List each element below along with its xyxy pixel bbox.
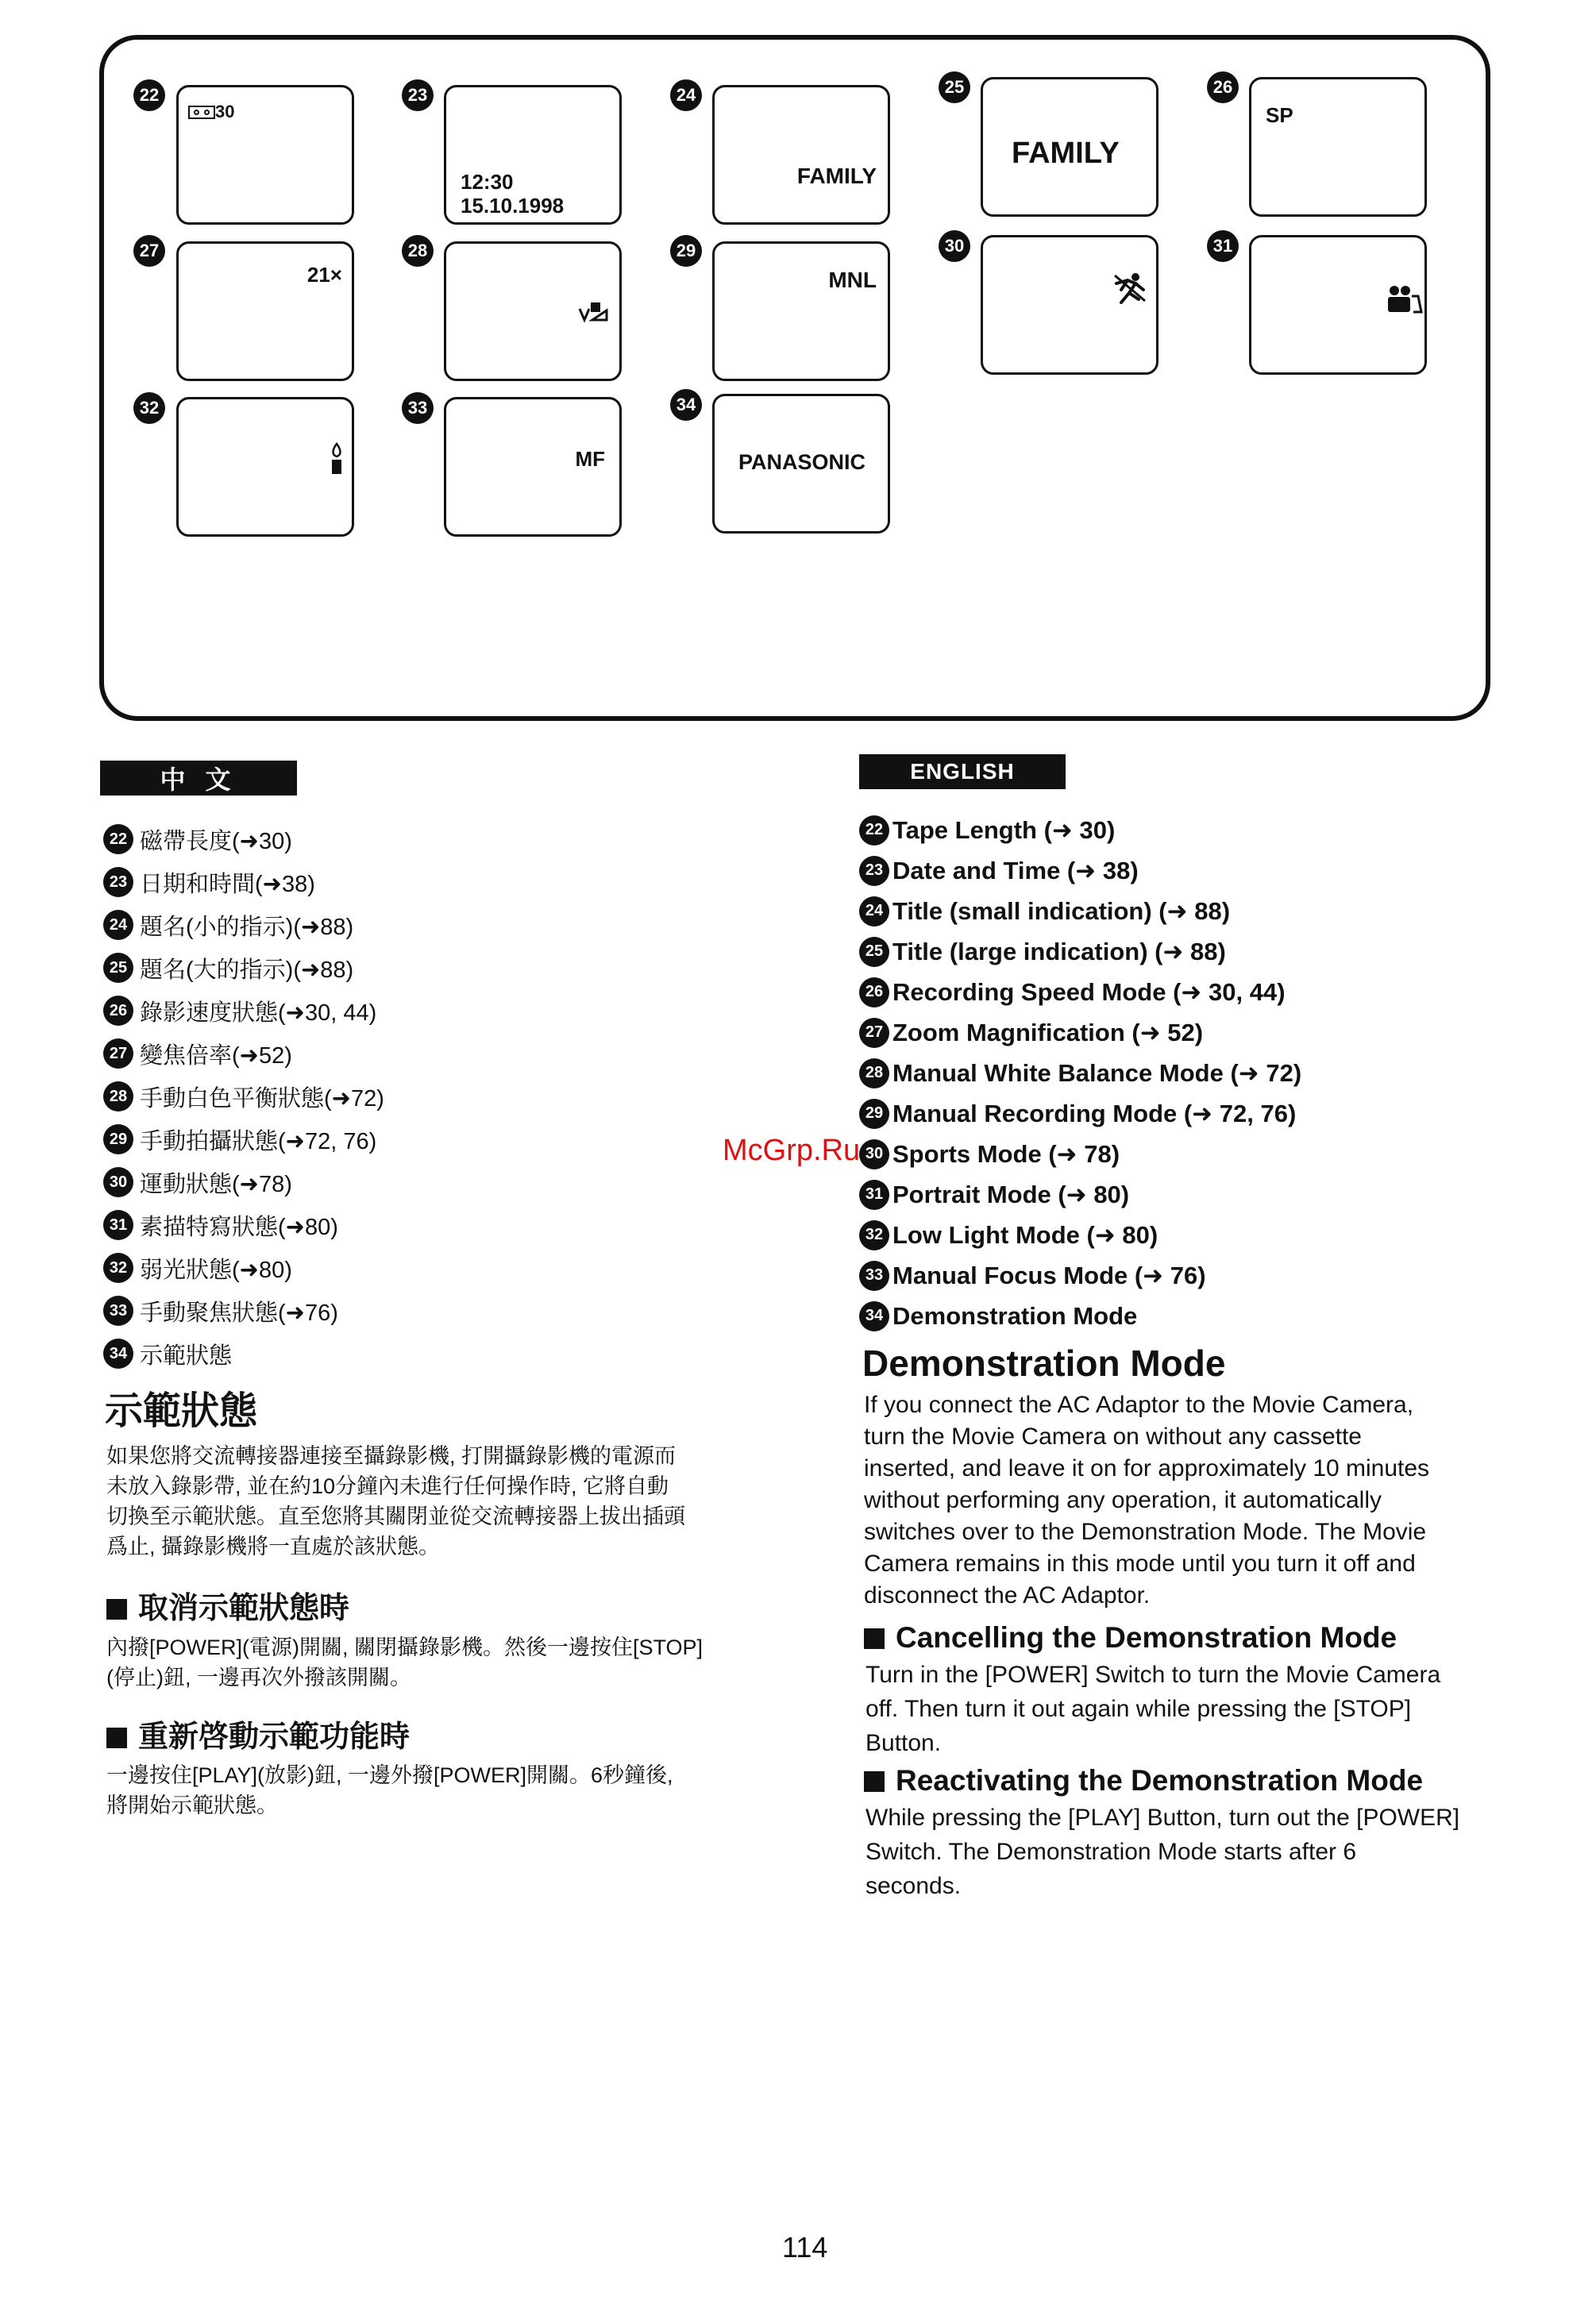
item-label: Title (large indication) (➜ 88) — [892, 937, 1226, 965]
text-line: Turn in the [POWER] Switch to turn the Movie Camera — [865, 1662, 1441, 1688]
list-item — [103, 1246, 384, 1289]
item-label: 弱光狀態(➜80) — [140, 1257, 292, 1283]
item-number-badge: 32 — [103, 1253, 133, 1283]
display-26-recording-speed — [1249, 77, 1427, 217]
text-line: 內撥[POWER](電源)開關, 關閉攝錄影機。然後一邊按住[STOP] — [106, 1636, 704, 1659]
display-badge-29: 29 — [670, 235, 702, 267]
english-indicator-list — [859, 810, 1301, 1336]
item-number-badge: 34 — [859, 1301, 889, 1331]
item-label: Zoom Magnification (➜ 52) — [892, 1018, 1204, 1046]
item-number-badge: 23 — [859, 856, 889, 886]
item-number-badge: 33 — [859, 1261, 889, 1291]
display-badge-30: 30 — [939, 230, 970, 262]
item-number-badge: 28 — [103, 1081, 133, 1112]
list-item — [103, 989, 384, 1032]
heading-square-icon — [106, 1599, 127, 1620]
text-line: (停止)鈕, 一邊再次外撥該開關。 — [106, 1666, 411, 1689]
text-line: seconds. — [865, 1873, 962, 1899]
text-line: If you connect the AC Adaptor to the Movie Camera, — [864, 1392, 1414, 1418]
list-item — [859, 972, 1301, 1012]
text-line: turn the Movie Camera on without any cassette — [864, 1424, 1362, 1450]
item-number-badge: 32 — [859, 1220, 889, 1250]
english-demo-title: Demonstration Mode — [862, 1343, 1226, 1384]
list-item — [859, 850, 1301, 891]
text-line: switches over to the Demonstration Mode. The Movie — [864, 1519, 1427, 1545]
list-item — [859, 810, 1301, 850]
demonstration-indicator: PANASONIC — [738, 450, 866, 474]
portrait-mode-icon — [1386, 285, 1423, 314]
item-number-badge: 23 — [103, 867, 133, 897]
item-label: Manual Focus Mode (➜ 76) — [892, 1261, 1206, 1289]
item-label: 題名(大的指示)(➜88) — [140, 957, 354, 983]
text-line: Switch. The Demonstration Mode starts after 6 — [865, 1839, 1357, 1865]
chinese-demo-paragraph — [106, 1441, 685, 1562]
list-item — [103, 946, 384, 989]
display-33-manual-focus — [444, 397, 622, 537]
display-31-portrait-mode — [1249, 235, 1427, 375]
display-badge-23: 23 — [402, 79, 434, 111]
display-24-title-small — [712, 85, 890, 225]
text-line: disconnect the AC Adaptor. — [864, 1582, 1151, 1609]
chinese-indicator-list — [103, 818, 384, 1375]
item-number-badge: 22 — [859, 815, 889, 846]
cassette-icon — [188, 106, 215, 119]
item-label: Sports Mode (➜ 78) — [892, 1139, 1120, 1168]
item-number-badge: 24 — [859, 896, 889, 927]
display-22-tape-length — [176, 85, 354, 225]
item-label: 日期和時間(➜38) — [140, 871, 315, 897]
item-number-badge: 34 — [103, 1339, 133, 1369]
list-item — [103, 1289, 384, 1332]
item-label: 磁帶長度(➜30) — [140, 828, 292, 854]
list-item — [859, 891, 1301, 931]
manual-white-balance-icon — [578, 301, 610, 323]
item-label: 素描特寫狀態(➜80) — [140, 1214, 338, 1240]
low-light-candle-icon — [330, 442, 344, 476]
heading-square-icon — [106, 1728, 127, 1748]
item-number-badge: 27 — [103, 1038, 133, 1069]
display-badge-32: 32 — [133, 392, 165, 424]
item-number-badge: 28 — [859, 1058, 889, 1088]
list-item — [103, 1032, 384, 1075]
text-line: 未放入錄影帶, 並在約10分鐘內未進行任何操作時, 它將自動 — [106, 1474, 669, 1498]
english-section-header: ENGLISH — [859, 754, 1066, 789]
display-34-demonstration — [712, 394, 890, 534]
item-number-badge: 30 — [103, 1167, 133, 1197]
display-30-sports-mode — [981, 235, 1158, 375]
recording-speed-indicator: SP — [1266, 103, 1293, 127]
item-label: Demonstration Mode — [892, 1301, 1138, 1330]
item-label: 變焦倍率(➜52) — [140, 1042, 292, 1069]
list-item — [859, 1296, 1301, 1336]
text-line: Button. — [865, 1730, 942, 1756]
display-27-zoom — [176, 241, 354, 381]
item-label: 手動白色平衡狀態(➜72) — [140, 1085, 384, 1112]
text-line: 爲止, 攝錄影機將一直處於該狀態。 — [106, 1535, 441, 1558]
item-number-badge: 29 — [859, 1099, 889, 1129]
display-28-white-balance — [444, 241, 622, 381]
watermark: McGrp.Ru — [723, 1134, 861, 1167]
item-label: 手動聚焦狀態(➜76) — [140, 1300, 338, 1326]
item-number-badge: 33 — [103, 1296, 133, 1326]
item-number-badge: 30 — [859, 1139, 889, 1169]
display-32-low-light — [176, 397, 354, 537]
list-item — [103, 861, 384, 903]
item-label: 示範狀態 — [140, 1343, 233, 1369]
manual-focus-indicator: MF — [575, 447, 605, 471]
chinese-cancel-paragraph — [106, 1632, 703, 1693]
chinese-section-header: 中 文 — [100, 761, 297, 796]
list-item — [859, 1255, 1301, 1296]
display-diagram-frame — [99, 35, 1490, 721]
item-number-badge: 26 — [103, 996, 133, 1026]
display-25-title-large — [981, 77, 1158, 217]
item-label: 錄影速度狀態(➜30, 44) — [140, 1000, 377, 1026]
item-label: Portrait Mode (➜ 80) — [892, 1180, 1130, 1208]
item-number-badge: 26 — [859, 977, 889, 1008]
list-item — [859, 1093, 1301, 1134]
chinese-demo-title: 示範狀態 — [105, 1390, 258, 1432]
manual-recording-indicator: MNL — [828, 268, 877, 292]
display-badge-22: 22 — [133, 79, 165, 111]
display-23-date-time — [444, 85, 622, 225]
item-number-badge: 24 — [103, 910, 133, 940]
item-number-badge: 29 — [103, 1124, 133, 1154]
list-item — [859, 1174, 1301, 1215]
chinese-cancel-heading: 取消示範狀態時 — [106, 1583, 349, 1627]
chinese-reactivate-paragraph — [106, 1760, 673, 1820]
text-line: 切換至示範狀態。直至您將其關閉並從交流轉接器上拔出插頭 — [106, 1505, 685, 1528]
item-label: Title (small indication) (➜ 88) — [892, 896, 1231, 925]
item-label: 手動拍攝狀態(➜72, 76) — [140, 1128, 377, 1154]
item-label: Tape Length (➜ 30) — [892, 815, 1116, 844]
zoom-indicator: 21× — [306, 263, 342, 287]
list-item — [859, 1012, 1301, 1053]
item-label: Date and Time (➜ 38) — [892, 856, 1139, 884]
item-label: Recording Speed Mode (➜ 30, 44) — [892, 977, 1286, 1006]
item-label: 運動狀態(➜78) — [140, 1171, 292, 1197]
text-line: Camera remains in this mode until you turn it off and — [864, 1551, 1416, 1577]
list-item — [103, 1332, 384, 1375]
list-item — [103, 1161, 384, 1204]
text-line: 一邊按住[PLAY](放影)鈕, 一邊外撥[POWER]開關。6秒鐘後, — [106, 1763, 673, 1787]
heading-square-icon — [864, 1771, 885, 1792]
item-label: Manual Recording Mode (➜ 72, 76) — [892, 1099, 1297, 1127]
item-label: Manual White Balance Mode (➜ 72) — [892, 1058, 1302, 1087]
display-badge-26: 26 — [1207, 71, 1239, 103]
display-badge-28: 28 — [402, 235, 434, 267]
text-line: 將開始示範狀態。 — [106, 1793, 278, 1817]
tape-length-indicator: 30 — [188, 102, 234, 122]
list-item — [859, 1215, 1301, 1255]
item-number-badge: 27 — [859, 1018, 889, 1048]
list-item — [103, 818, 384, 861]
list-item — [103, 903, 384, 946]
page-number: 114 — [782, 2231, 828, 2264]
sports-mode-icon — [1112, 272, 1148, 304]
title-small-indicator: FAMILY — [796, 164, 877, 188]
display-29-manual-recording — [712, 241, 890, 381]
item-number-badge: 31 — [103, 1210, 133, 1240]
item-label: Low Light Mode (➜ 80) — [892, 1220, 1158, 1249]
heading-square-icon — [864, 1628, 885, 1649]
english-reactivate-heading: Reactivating the Demonstration Mode — [864, 1764, 1423, 1797]
list-item — [859, 1053, 1301, 1093]
list-item — [103, 1075, 384, 1118]
text-line: 如果您將交流轉接器連接至攝錄影機, 打開攝錄影機的電源而 — [106, 1444, 677, 1468]
text-line: inserted, and leave it on for approximately 10 minutes — [864, 1455, 1430, 1481]
display-badge-31: 31 — [1207, 230, 1239, 262]
display-badge-24: 24 — [670, 79, 702, 111]
item-number-badge: 31 — [859, 1180, 889, 1210]
date-time-indicator: 12:30 15.10.1998 — [461, 170, 565, 218]
english-reactivate-paragraph — [865, 1801, 1459, 1903]
english-demo-paragraph — [864, 1389, 1429, 1612]
list-item — [103, 1118, 384, 1161]
display-badge-25: 25 — [939, 71, 970, 103]
display-badge-33: 33 — [402, 392, 434, 424]
text-line: off. Then turn it out again while pressing the [STOP] — [865, 1696, 1412, 1722]
list-item — [859, 1134, 1301, 1174]
text-line: While pressing the [PLAY] Button, turn out the [POWER] — [865, 1805, 1460, 1831]
item-label: 題名(小的指示)(➜88) — [140, 914, 354, 940]
display-badge-34: 34 — [670, 389, 702, 421]
item-number-badge: 25 — [859, 937, 889, 967]
list-item — [103, 1204, 384, 1246]
item-number-badge: 22 — [103, 824, 133, 854]
english-cancel-paragraph — [865, 1658, 1440, 1760]
list-item — [859, 931, 1301, 972]
display-badge-27: 27 — [133, 235, 165, 267]
chinese-reactivate-heading: 重新啓動示範功能時 — [106, 1712, 410, 1755]
title-large-indicator: FAMILY — [1012, 137, 1120, 170]
english-cancel-heading: Cancelling the Demonstration Mode — [864, 1621, 1397, 1655]
text-line: without performing any operation, it automatically — [864, 1487, 1382, 1513]
item-number-badge: 25 — [103, 953, 133, 983]
